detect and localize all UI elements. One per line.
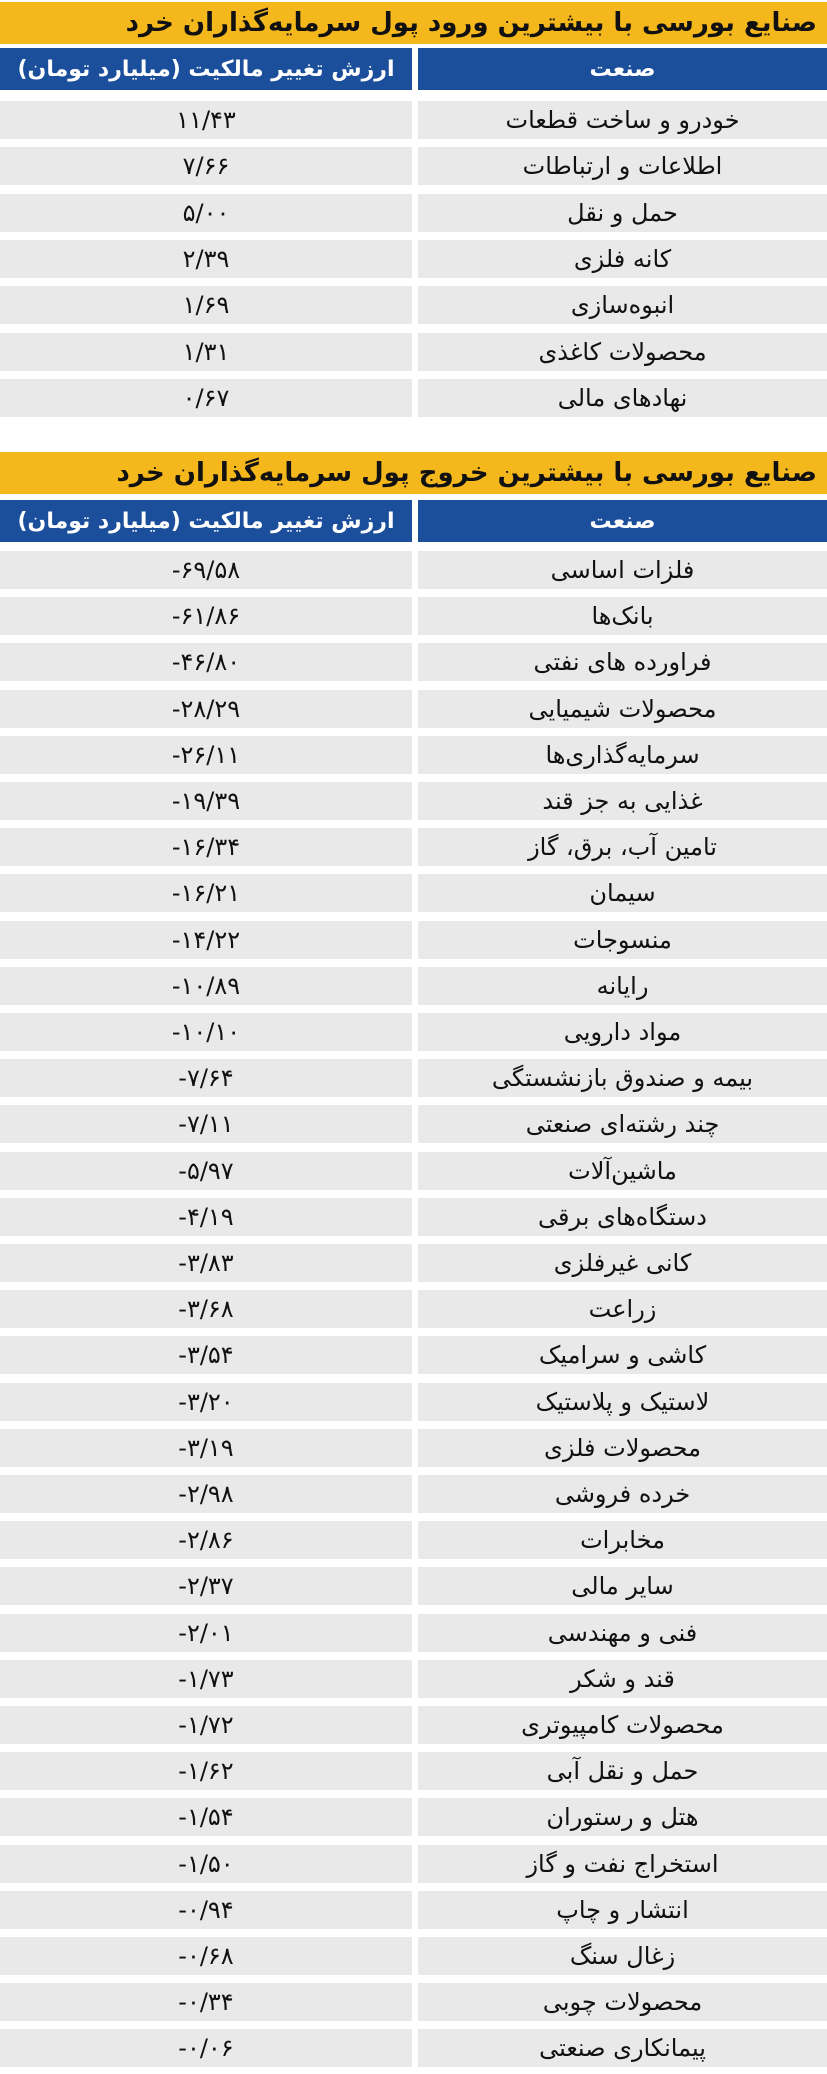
- value-cell: -۵/۹۷: [0, 1152, 412, 1190]
- table-row: [0, 2029, 827, 2067]
- value-cell: -۲/۹۸: [0, 1475, 412, 1513]
- value-cell: -۱۹/۳۹: [0, 782, 412, 820]
- table-row: [0, 379, 827, 417]
- industry-cell: محصولات کاغذی: [418, 333, 827, 371]
- value-cell: -۱/۶۲: [0, 1752, 412, 1790]
- industry-cell: کاشی و سرامیک: [418, 1336, 827, 1374]
- value-cell: -۳/۶۸: [0, 1290, 412, 1328]
- table-row: [0, 1152, 827, 1190]
- table-row: [0, 551, 827, 589]
- inflow-col-industry: صنعت: [418, 48, 827, 90]
- industry-cell: بانک‌ها: [418, 597, 827, 635]
- industry-cell: خرده فروشی: [418, 1475, 827, 1513]
- industry-cell: سیمان: [418, 874, 827, 912]
- industry-cell: حمل و نقل آبی: [418, 1752, 827, 1790]
- value-cell: ۱/۳۱: [0, 333, 412, 371]
- value-cell: -۱۶/۳۴: [0, 828, 412, 866]
- table-row: [0, 1244, 827, 1282]
- industry-cell: هتل و رستوران: [418, 1798, 827, 1836]
- value-cell: ۲/۳۹: [0, 240, 412, 278]
- industry-cell: بیمه و صندوق بازنشستگی: [418, 1059, 827, 1097]
- industry-cell: سایر مالی: [418, 1567, 827, 1605]
- value-cell: -۳/۵۴: [0, 1336, 412, 1374]
- value-cell: -۰/۳۴: [0, 1983, 412, 2021]
- value-cell: ۰/۶۷: [0, 379, 412, 417]
- value-cell: -۷/۱۱: [0, 1105, 412, 1143]
- outflow-table-header: [0, 500, 827, 542]
- industry-cell: زغال سنگ: [418, 1937, 827, 1975]
- industry-cell: فنی و مهندسی: [418, 1614, 827, 1652]
- value-cell: -۱/۷۳: [0, 1660, 412, 1698]
- industry-cell: محصولات چوبی: [418, 1983, 827, 2021]
- value-cell: -۳/۸۳: [0, 1244, 412, 1282]
- table-row: [0, 147, 827, 185]
- table-row: [0, 828, 827, 866]
- industry-cell: خودرو و ساخت قطعات: [418, 101, 827, 139]
- table-row: [0, 1290, 827, 1328]
- table-row: [0, 1752, 827, 1790]
- table-row: [0, 1336, 827, 1374]
- table-row: [0, 101, 827, 139]
- industry-cell: حمل و نقل: [418, 194, 827, 232]
- value-cell: -۲۸/۲۹: [0, 690, 412, 728]
- industry-cell: فراورده های نفتی: [418, 643, 827, 681]
- outflow-table-title: صنایع بورسی با بیشترین خروج پول سرمایه‌گذاران خرد: [0, 452, 827, 494]
- industry-cell: لاستیک و پلاستیک: [418, 1383, 827, 1421]
- outflow-col-value: ارزش تغییر مالکیت (میلیارد تومان): [0, 500, 412, 542]
- industry-cell: مواد دارویی: [418, 1013, 827, 1051]
- value-cell: ۱/۶۹: [0, 286, 412, 324]
- industry-cell: اطلاعات و ارتباطات: [418, 147, 827, 185]
- industry-cell: محصولات کامپیوتری: [418, 1706, 827, 1744]
- industry-cell: رایانه: [418, 967, 827, 1005]
- industry-cell: انتشار و چاپ: [418, 1891, 827, 1929]
- industry-cell: کانه فلزی: [418, 240, 827, 278]
- value-cell: -۱۰/۱۰: [0, 1013, 412, 1051]
- table-row: [0, 1660, 827, 1698]
- table-row: [0, 286, 827, 324]
- table-row: [0, 1475, 827, 1513]
- table-row: [0, 1429, 827, 1467]
- table-row: [0, 1521, 827, 1559]
- value-cell: -۲/۰۱: [0, 1614, 412, 1652]
- value-cell: -۶۱/۸۶: [0, 597, 412, 635]
- value-cell: -۶۹/۵۸: [0, 551, 412, 589]
- value-cell: -۷/۶۴: [0, 1059, 412, 1097]
- industry-cell: استخراج نفت و گاز: [418, 1845, 827, 1883]
- industry-cell: قند و شکر: [418, 1660, 827, 1698]
- value-cell: ۱۱/۴۳: [0, 101, 412, 139]
- table-row: [0, 1198, 827, 1236]
- industry-cell: نهادهای مالی: [418, 379, 827, 417]
- industry-cell: فلزات اساسی: [418, 551, 827, 589]
- table-row: [0, 1105, 827, 1143]
- industry-cell: سرمایه‌گذاری‌ها: [418, 736, 827, 774]
- table-row: [0, 1798, 827, 1836]
- value-cell: -۱۶/۲۱: [0, 874, 412, 912]
- table-row: [0, 1891, 827, 1929]
- industry-cell: تامین آب، برق، گاز: [418, 828, 827, 866]
- value-cell: -۱۴/۲۲: [0, 921, 412, 959]
- value-cell: -۱۰/۸۹: [0, 967, 412, 1005]
- table-row: [0, 1013, 827, 1051]
- industry-cell: منسوجات: [418, 921, 827, 959]
- table-row: [0, 1706, 827, 1744]
- table-row: [0, 1383, 827, 1421]
- industry-cell: محصولات فلزی: [418, 1429, 827, 1467]
- table-row: [0, 782, 827, 820]
- table-row: [0, 194, 827, 232]
- industry-cell: مخابرات: [418, 1521, 827, 1559]
- value-cell: -۰/۹۴: [0, 1891, 412, 1929]
- value-cell: -۲۶/۱۱: [0, 736, 412, 774]
- industry-cell: چند رشته‌ای صنعتی: [418, 1105, 827, 1143]
- value-cell: -۰/۰۶: [0, 2029, 412, 2067]
- value-cell: -۳/۲۰: [0, 1383, 412, 1421]
- inflow-table-header: [0, 48, 827, 90]
- industry-cell: ماشین‌آلات: [418, 1152, 827, 1190]
- table-row: [0, 1845, 827, 1883]
- industry-cell: محصولات شیمیایی: [418, 690, 827, 728]
- value-cell: ۵/۰۰: [0, 194, 412, 232]
- industry-cell: پیمانکاری صنعتی: [418, 2029, 827, 2067]
- value-cell: -۴۶/۸۰: [0, 643, 412, 681]
- value-cell: ۷/۶۶: [0, 147, 412, 185]
- value-cell: -۳/۱۹: [0, 1429, 412, 1467]
- table-row: [0, 1059, 827, 1097]
- table-row: [0, 597, 827, 635]
- table-row: [0, 736, 827, 774]
- value-cell: -۱/۷۲: [0, 1706, 412, 1744]
- table-row: [0, 1567, 827, 1605]
- industry-cell: کانی غیرفلزی: [418, 1244, 827, 1282]
- value-cell: -۱/۵۴: [0, 1798, 412, 1836]
- table-row: [0, 643, 827, 681]
- value-cell: -۱/۵۰: [0, 1845, 412, 1883]
- value-cell: -۲/۸۶: [0, 1521, 412, 1559]
- table-row: [0, 240, 827, 278]
- inflow-col-value: ارزش تغییر مالکیت (میلیارد تومان): [0, 48, 412, 90]
- table-row: [0, 921, 827, 959]
- table-row: [0, 874, 827, 912]
- table-row: [0, 1983, 827, 2021]
- table-row: [0, 690, 827, 728]
- value-cell: -۰/۶۸: [0, 1937, 412, 1975]
- value-cell: -۴/۱۹: [0, 1198, 412, 1236]
- inflow-table-title: صنایع بورسی با بیشترین ورود پول سرمایه‌گذاران خرد: [0, 2, 827, 44]
- table-row: [0, 333, 827, 371]
- table-row: [0, 1937, 827, 1975]
- value-cell: -۲/۳۷: [0, 1567, 412, 1605]
- industry-cell: دستگاه‌های برقی: [418, 1198, 827, 1236]
- table-row: [0, 1614, 827, 1652]
- table-row: [0, 967, 827, 1005]
- outflow-col-industry: صنعت: [418, 500, 827, 542]
- industry-cell: زراعت: [418, 1290, 827, 1328]
- industry-cell: غذایی به جز قند: [418, 782, 827, 820]
- industry-cell: انبوه‌سازی: [418, 286, 827, 324]
